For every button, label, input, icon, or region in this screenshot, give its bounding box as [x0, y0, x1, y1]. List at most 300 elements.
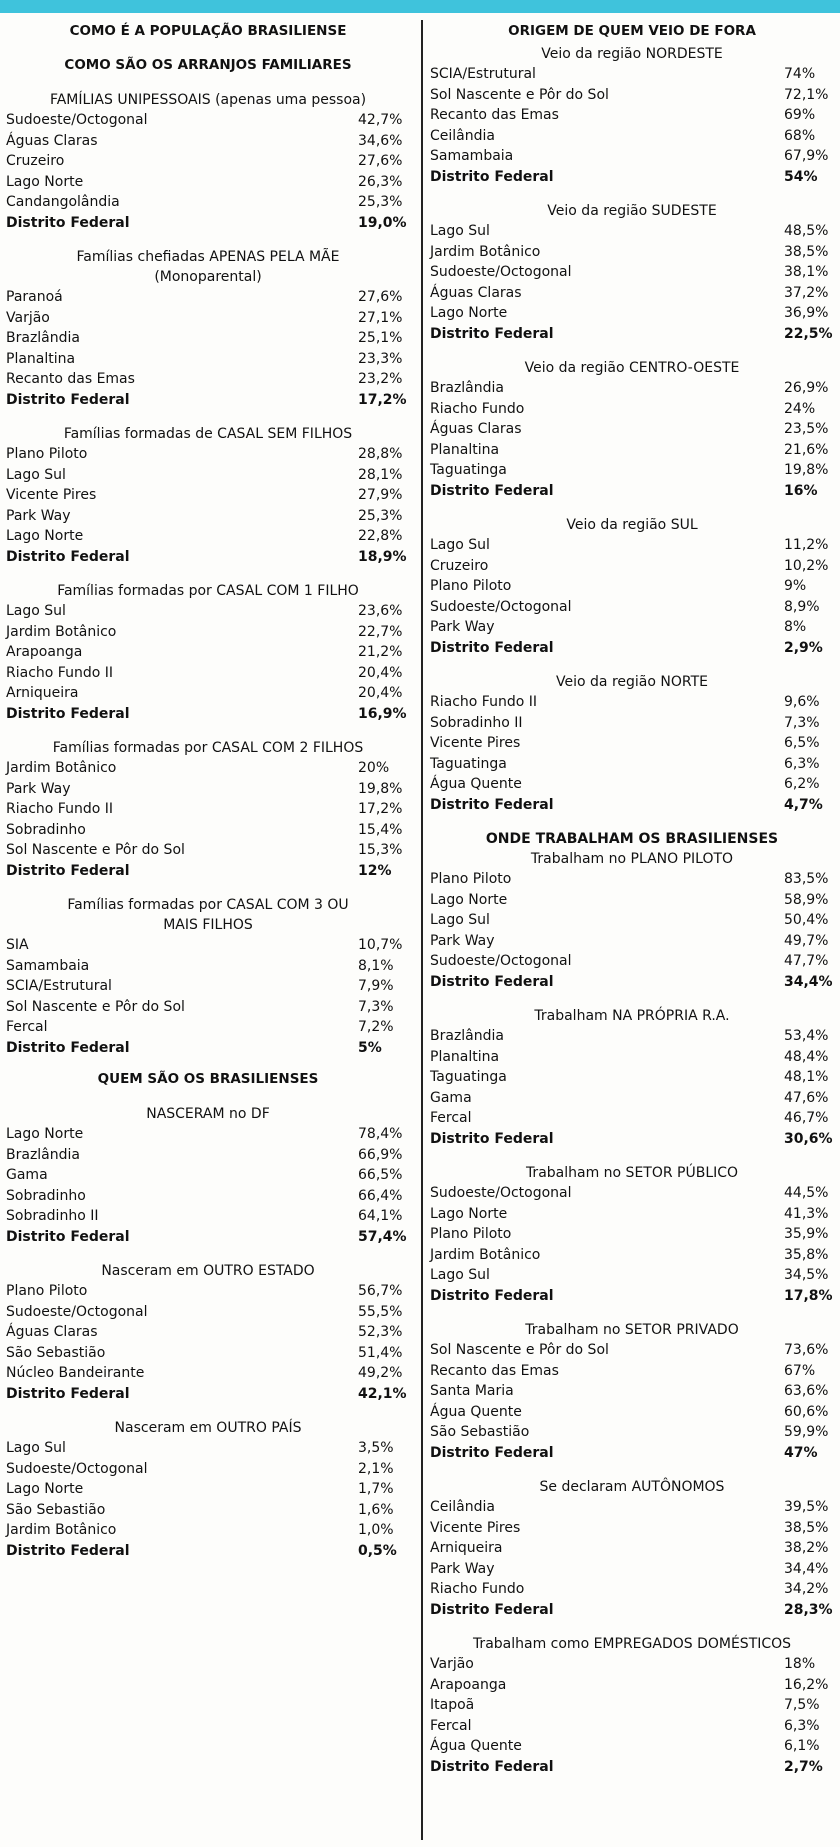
table-row — [0, 976, 416, 997]
percentage-value: 44,5% — [784, 1185, 829, 1201]
percentage-value: 7,2% — [358, 1019, 394, 1035]
region-name: Arapoanga — [6, 644, 83, 660]
percentage-value: 30,6% — [784, 1130, 833, 1147]
section-title: Trabalham no SETOR PRIVADO — [525, 1322, 739, 1338]
table-row — [428, 221, 836, 242]
total-row — [0, 390, 416, 411]
region-name: Park Way — [430, 932, 495, 949]
table-row — [428, 1067, 836, 1088]
percentage-value: 12% — [358, 862, 392, 879]
percentage-value: 9,6% — [784, 694, 820, 710]
table-row — [0, 1145, 416, 1166]
table-row — [428, 1088, 836, 1109]
percentage-value: 22,7% — [358, 623, 403, 640]
percentage-value: 73,6% — [784, 1342, 829, 1358]
region-name: Distrito Federal — [6, 214, 130, 231]
percentage-value: 83,5% — [784, 871, 829, 887]
table-row — [428, 419, 836, 440]
total-row — [428, 795, 836, 816]
region-name: Distrito Federal — [430, 168, 554, 185]
table-row — [428, 1716, 836, 1737]
section-monoparental — [0, 247, 416, 410]
percentage-value: 66,4% — [358, 1187, 403, 1204]
percentage-value: 72,1% — [784, 86, 829, 103]
region-name: Lago Norte — [430, 891, 508, 908]
table-row — [0, 1017, 416, 1038]
region-name: Sol Nascente e Pôr do Sol — [6, 998, 185, 1015]
region-name: Sobradinho — [6, 821, 86, 838]
percentage-value: 21,6% — [784, 441, 829, 458]
table-row — [0, 935, 416, 956]
table-row — [0, 506, 416, 527]
region-name: Sudoeste/Octogonal — [430, 953, 572, 969]
region-name: Samambaia — [430, 148, 514, 164]
total-row — [0, 547, 416, 568]
region-name: Sol Nascente e Pôr do Sol — [430, 1342, 609, 1358]
table-row — [428, 1538, 836, 1559]
table-row — [0, 799, 416, 820]
region-name: Planaltina — [6, 350, 76, 367]
percentage-value: 16,2% — [784, 1676, 829, 1693]
percentage-value: 27,6% — [358, 153, 403, 169]
percentage-value: 28,3% — [784, 1601, 833, 1618]
percentage-value: 28,1% — [358, 466, 403, 483]
section-veio-da-regiao-norte — [428, 672, 836, 815]
percentage-value: 39,5% — [784, 1499, 829, 1515]
region-name: Lago Norte — [6, 528, 84, 544]
table-row — [428, 126, 836, 147]
percentage-value: 5% — [358, 1039, 382, 1056]
section-mais-filhos — [0, 895, 416, 1058]
region-name: Distrito Federal — [430, 1130, 554, 1147]
table-row — [428, 1675, 836, 1696]
region-name: Arniqueira — [430, 1540, 503, 1556]
table-row — [0, 151, 416, 172]
table-row — [0, 1500, 416, 1521]
region-name: Lago Sul — [430, 912, 490, 928]
region-name: Lago Norte — [6, 1481, 84, 1497]
region-name: Sudoeste/Octogonal — [430, 598, 572, 615]
percentage-value: 67% — [784, 1362, 816, 1379]
region-name: Distrito Federal — [6, 1039, 130, 1056]
region-name: Sudoeste/Octogonal — [430, 1185, 572, 1201]
table-row — [428, 303, 836, 324]
region-name: Distrito Federal — [6, 548, 130, 565]
percentage-value: 63,6% — [784, 1383, 829, 1399]
region-name: SCIA/Estrutural — [6, 978, 112, 994]
table-row — [428, 1497, 836, 1518]
table-row — [428, 440, 836, 461]
table-row — [428, 1361, 836, 1382]
percentage-value: 68% — [784, 127, 816, 144]
table-row — [0, 601, 416, 622]
percentage-value: 34,4% — [784, 973, 833, 990]
region-name: Brazlândia — [6, 1146, 80, 1163]
table-row — [0, 622, 416, 643]
region-name: Jardim Botânico — [430, 1246, 541, 1263]
region-name: Fercal — [6, 1019, 48, 1035]
region-name: Riacho Fundo II — [6, 664, 113, 681]
percentage-value: 8% — [784, 619, 807, 635]
table-row — [0, 1322, 416, 1343]
region-name: Park Way — [430, 1560, 495, 1577]
percentage-value: 47,7% — [784, 953, 829, 969]
region-name: Águas Claras — [430, 284, 522, 301]
section-title: ONDE TRABALHAM OS BRASILIENSES — [485, 831, 779, 847]
table-row — [0, 683, 416, 704]
percentage-value: 20,4% — [358, 685, 403, 701]
percentage-value: 18,9% — [358, 548, 407, 565]
percentage-value: 38,5% — [784, 243, 829, 260]
region-name: Distrito Federal — [6, 391, 130, 408]
table-row — [428, 556, 836, 577]
region-name: Park Way — [6, 507, 71, 524]
region-name: Distrito Federal — [6, 1542, 130, 1559]
table-row — [428, 378, 836, 399]
region-name: Distrito Federal — [430, 1758, 554, 1775]
percentage-value: 34,4% — [784, 1560, 829, 1577]
section-title: Famílias formadas por CASAL COM 1 FILHO — [57, 583, 359, 599]
region-name: Água Quente — [430, 776, 522, 792]
percentage-value: 6,3% — [784, 1717, 820, 1734]
region-name: Planaltina — [430, 441, 500, 458]
percentage-value: 10,2% — [784, 557, 829, 574]
region-name: Águas Claras — [6, 1324, 98, 1340]
section-title: Veio da região CENTRO-OESTE — [524, 360, 740, 376]
section-title: Trabalham como EMPREGADOS DOMÉSTICOS — [472, 1636, 792, 1652]
region-name: Brazlândia — [430, 1028, 504, 1044]
region-name: Lago Sul — [430, 1267, 490, 1283]
table-row — [428, 713, 836, 734]
percentage-value: 22,5% — [784, 325, 833, 342]
percentage-value: 23,3% — [358, 350, 403, 367]
region-name: Núcleo Bandeirante — [6, 1365, 145, 1381]
table-row — [428, 242, 836, 263]
percentage-value: 19,8% — [358, 780, 403, 797]
table-row — [428, 535, 836, 556]
region-name: Sudoeste/Octogonal — [430, 264, 572, 280]
table-row — [428, 283, 836, 304]
section-title: Nasceram em OUTRO PAÍS — [114, 1420, 302, 1436]
percentage-value: 23,2% — [358, 371, 403, 387]
table-row — [428, 890, 836, 911]
table-row — [0, 1206, 416, 1227]
region-name: Lago Norte — [430, 1205, 508, 1222]
table-row — [428, 931, 836, 952]
section-title: Veio da região SUL — [566, 517, 698, 533]
section-trabalham-no-plano-piloto — [428, 829, 836, 992]
percentage-value: 10,7% — [358, 937, 403, 953]
percentage-value: 51,4% — [358, 1344, 403, 1361]
percentage-value: 57,4% — [358, 1228, 407, 1245]
table-row — [428, 399, 836, 420]
table-row — [0, 1438, 416, 1459]
percentage-value: 66,5% — [358, 1167, 403, 1183]
region-name: Distrito Federal — [6, 1385, 130, 1402]
table-row — [0, 308, 416, 329]
percentage-value: 6,3% — [784, 755, 820, 772]
table-row — [0, 287, 416, 308]
percentage-value: 36,9% — [784, 305, 829, 321]
region-name: Recanto das Emas — [430, 107, 559, 123]
percentage-value: 17,2% — [358, 391, 407, 408]
percentage-value: 55,5% — [358, 1303, 403, 1320]
total-row — [428, 324, 836, 345]
percentage-value: 17,2% — [358, 801, 403, 817]
section-title: Famílias chefiadas APENAS PELA MÃE — [76, 249, 340, 265]
region-name: Fercal — [430, 1110, 472, 1126]
section-title: (Monoparental) — [154, 269, 262, 285]
right-column — [428, 18, 836, 1777]
percentage-value: 42,1% — [358, 1385, 407, 1402]
section-nasceram-no-df — [0, 1104, 416, 1247]
section-nasceram-em-outro-estado — [0, 1261, 416, 1404]
percentage-value: 67,9% — [784, 148, 829, 164]
percentage-value: 37,2% — [784, 284, 829, 301]
region-name: Gama — [6, 1167, 48, 1183]
total-row — [0, 1384, 416, 1405]
percentage-value: 7,3% — [358, 998, 394, 1015]
section-familias-formadas-por-casal-com-1-filho — [0, 581, 416, 724]
table-row — [428, 460, 836, 481]
table-row — [0, 1479, 416, 1500]
percentage-value: 8,9% — [784, 598, 820, 615]
section-trabalham-no-setor-privado — [428, 1320, 836, 1463]
table-row — [428, 146, 836, 167]
region-name: Gama — [430, 1089, 472, 1106]
percentage-value: 20% — [358, 760, 390, 776]
region-name: Sobradinho — [6, 1187, 86, 1204]
percentage-value: 34,5% — [784, 1267, 829, 1283]
percentage-value: 2,1% — [358, 1460, 394, 1477]
region-name: Jardim Botânico — [6, 760, 117, 776]
section-veio-da-regiao-nordeste — [428, 44, 836, 187]
region-name: Distrito Federal — [6, 862, 130, 879]
table-row — [428, 576, 836, 597]
percentage-value: 3,5% — [358, 1440, 394, 1456]
percentage-value: 60,6% — [784, 1403, 829, 1420]
region-name: Distrito Federal — [6, 1228, 130, 1245]
table-row — [428, 1695, 836, 1716]
table-row — [428, 1518, 836, 1539]
total-row — [0, 1038, 416, 1059]
region-name: Distrito Federal — [430, 482, 554, 499]
table-row — [0, 369, 416, 390]
region-name: Riacho Fundo — [430, 400, 525, 417]
section-familias-formadas-por-casal-com-2-filhos — [0, 738, 416, 881]
percentage-value: 35,9% — [784, 1226, 829, 1242]
section-title: NASCERAM no DF — [146, 1106, 270, 1122]
percentage-value: 9% — [784, 578, 807, 594]
total-row — [428, 167, 836, 188]
section-title: Trabalham NA PRÓPRIA R.A. — [534, 1008, 730, 1024]
region-name: Distrito Federal — [430, 796, 554, 813]
table-row — [428, 774, 836, 795]
percentage-value: 35,8% — [784, 1246, 829, 1263]
percentage-value: 38,1% — [784, 264, 829, 280]
region-name: Plano Piloto — [430, 871, 512, 887]
table-row — [0, 663, 416, 684]
region-name: São Sebastião — [6, 1344, 106, 1361]
table-row — [0, 131, 416, 152]
section-title: Se declaram AUTÔNOMOS — [539, 1479, 725, 1495]
section-title: Veio da região NORTE — [556, 674, 708, 690]
percentage-value: 18% — [784, 1656, 816, 1672]
region-name: Lago Sul — [6, 466, 66, 483]
table-row — [0, 328, 416, 349]
region-name: Taguatinga — [430, 755, 507, 772]
region-name: Planaltina — [430, 1048, 500, 1065]
table-row — [428, 754, 836, 775]
table-row — [428, 597, 836, 618]
table-row — [428, 1245, 836, 1266]
table-row — [0, 779, 416, 800]
percentage-value: 15,3% — [358, 842, 403, 858]
region-name: Park Way — [6, 780, 71, 797]
table-row — [0, 840, 416, 861]
section-se-declaram-autonomos — [428, 1477, 836, 1620]
percentage-value: 1,6% — [358, 1501, 394, 1518]
region-name: Arapoanga — [430, 1676, 507, 1693]
total-row — [428, 1757, 836, 1778]
region-name: Vicente Pires — [430, 1519, 521, 1536]
table-row — [0, 1186, 416, 1207]
table-row — [0, 820, 416, 841]
percentage-value: 2,9% — [784, 639, 823, 656]
table-row — [0, 465, 416, 486]
percentage-value: 47,6% — [784, 1089, 829, 1106]
table-row — [428, 692, 836, 713]
table-row — [0, 1459, 416, 1480]
region-name: Distrito Federal — [430, 1444, 554, 1461]
percentage-value: 20,4% — [358, 664, 403, 681]
section-veio-da-regiao-centro-oeste — [428, 358, 836, 501]
section-title: MAIS FILHOS — [163, 917, 253, 933]
region-name: Paranoá — [6, 289, 63, 305]
table-row — [0, 758, 416, 779]
total-row — [428, 972, 836, 993]
region-name: Taguatinga — [430, 1069, 507, 1085]
section-title: Trabalham no PLANO PILOTO — [530, 851, 734, 867]
region-name: Vicente Pires — [430, 735, 521, 751]
percentage-value: 27,9% — [358, 487, 403, 503]
region-name: Lago Sul — [430, 223, 490, 239]
table-row — [428, 910, 836, 931]
table-row — [0, 1363, 416, 1384]
section-title: Trabalham no SETOR PÚBLICO — [525, 1165, 739, 1181]
percentage-value: 66,9% — [358, 1146, 403, 1163]
region-name: Sudoeste/Octogonal — [6, 112, 148, 128]
region-name: Sudoeste/Octogonal — [6, 1460, 148, 1477]
table-row — [428, 1736, 836, 1757]
percentage-value: 69% — [784, 107, 816, 123]
percentage-value: 0,5% — [358, 1542, 397, 1559]
table-row — [0, 485, 416, 506]
table-row — [0, 349, 416, 370]
percentage-value: 7,9% — [358, 978, 394, 994]
percentage-value: 42,7% — [358, 112, 403, 128]
region-name: Jardim Botânico — [430, 243, 541, 260]
region-name: Águas Claras — [430, 421, 522, 437]
section-trabalham-no-setor-publico — [428, 1163, 836, 1306]
table-row — [0, 110, 416, 131]
section-trabalham-na-propria-r-a — [428, 1006, 836, 1149]
table-row — [428, 1579, 836, 1600]
region-name: Varjão — [430, 1656, 474, 1672]
region-name: Sobradinho II — [430, 714, 523, 731]
region-name: Sol Nascente e Pôr do Sol — [430, 86, 609, 103]
region-name: Distrito Federal — [430, 1601, 554, 1618]
region-name: Distrito Federal — [430, 973, 554, 990]
table-row — [0, 1343, 416, 1364]
region-name: Park Way — [430, 619, 495, 635]
section-title: Famílias formadas por CASAL COM 3 OU — [67, 897, 349, 913]
table-row — [0, 192, 416, 213]
top-accent-bar — [0, 0, 840, 13]
region-name: Lago Sul — [430, 537, 490, 553]
table-row — [428, 1265, 836, 1286]
percentage-value: 78,4% — [358, 1126, 403, 1142]
percentage-value: 25,3% — [358, 507, 403, 524]
region-name: Sol Nascente e Pôr do Sol — [6, 842, 185, 858]
region-name: Riacho Fundo — [430, 1581, 525, 1597]
percentage-value: 38,5% — [784, 1519, 829, 1536]
percentage-value: 41,3% — [784, 1205, 829, 1222]
table-row — [428, 1654, 836, 1675]
section-title: Famílias formadas de CASAL SEM FILHOS — [63, 426, 353, 442]
region-name: Santa Maria — [430, 1383, 514, 1399]
sub-heading: QUEM SÃO OS BRASILIENSES — [97, 1071, 319, 1087]
table-row — [428, 1381, 836, 1402]
region-name: Distrito Federal — [6, 705, 130, 722]
section-familias-formadas-de-casal-sem-filhos — [0, 424, 416, 567]
table-row — [0, 1520, 416, 1541]
region-name: Cruzeiro — [430, 557, 489, 574]
region-name: Candangolândia — [6, 194, 120, 210]
table-row — [428, 1026, 836, 1047]
table-row — [428, 869, 836, 890]
percentage-value: 34,6% — [358, 132, 403, 149]
percentage-value: 50,4% — [784, 912, 829, 928]
table-row — [428, 85, 836, 106]
region-name: Lago Sul — [6, 603, 66, 619]
region-name: Itapoã — [430, 1697, 475, 1713]
percentage-value: 1,0% — [358, 1522, 394, 1538]
percentage-value: 34,2% — [784, 1581, 829, 1597]
table-row — [0, 997, 416, 1018]
region-name: Varjão — [6, 309, 50, 326]
table-row — [0, 1124, 416, 1145]
percentage-value: 38,2% — [784, 1540, 829, 1556]
total-row — [428, 1286, 836, 1307]
region-name: Lago Sul — [6, 1440, 66, 1456]
percentage-value: 26,3% — [358, 173, 403, 190]
table-row — [428, 1340, 836, 1361]
percentage-value: 48,5% — [784, 223, 829, 239]
region-name: Sobradinho II — [6, 1208, 99, 1224]
percentage-value: 2,7% — [784, 1758, 823, 1775]
column-divider — [421, 20, 423, 1840]
region-name: Vicente Pires — [6, 487, 97, 503]
column-heading: ORIGEM DE QUEM VEIO DE FORA — [508, 23, 756, 39]
section-nasceram-em-outro-pais — [0, 1418, 416, 1561]
region-name: Plano Piloto — [430, 578, 512, 594]
total-row — [0, 1541, 416, 1562]
table-row — [428, 1402, 836, 1423]
table-row — [428, 1204, 836, 1225]
percentage-value: 47% — [784, 1444, 818, 1461]
percentage-value: 11,2% — [784, 537, 829, 553]
